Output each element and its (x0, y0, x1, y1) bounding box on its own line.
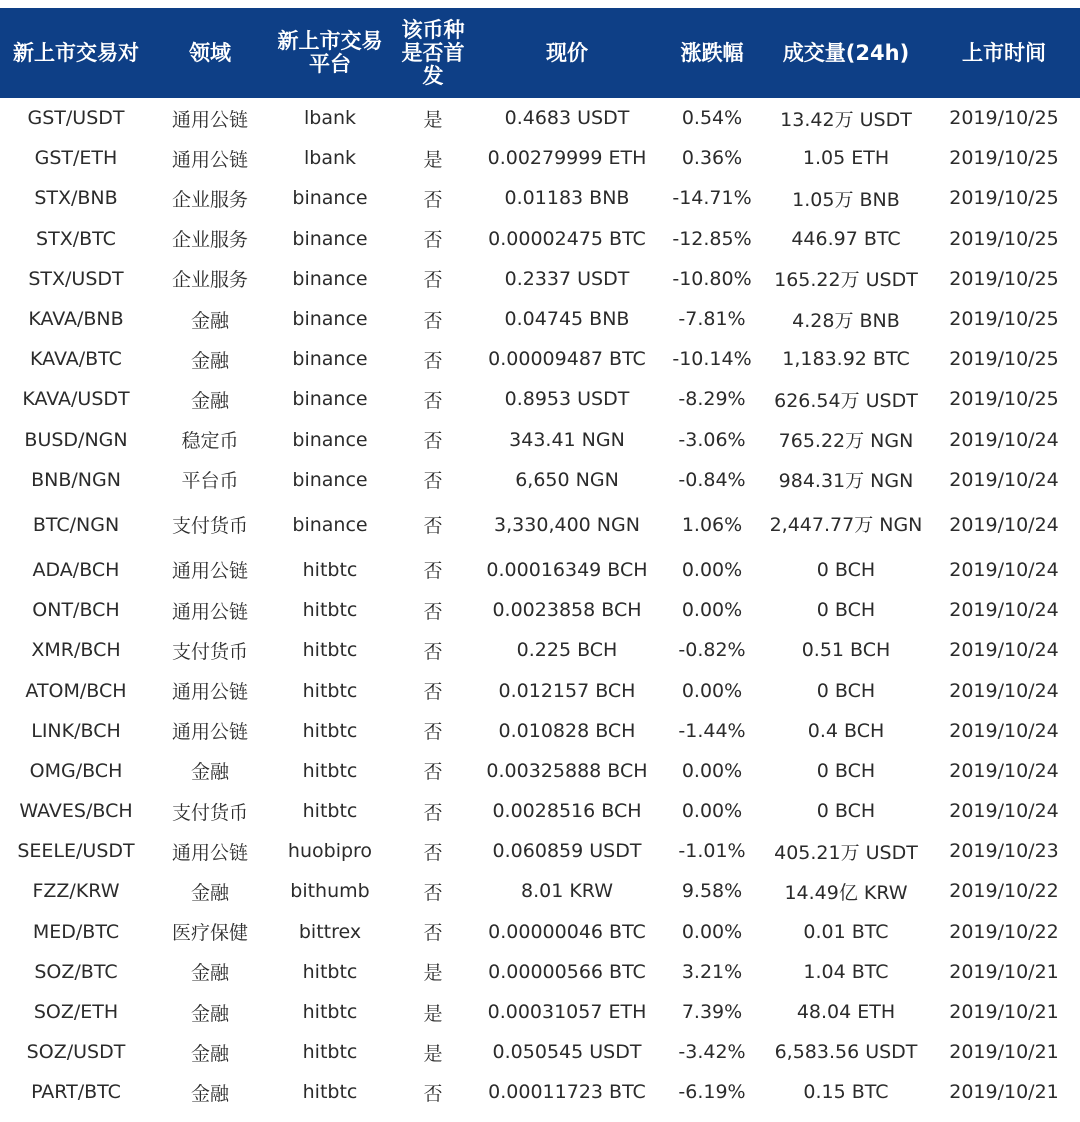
cell-first-issue: 否 (423, 269, 443, 292)
cell-listing-date: 2019/10/24 (949, 800, 1059, 823)
cell-first-issue: 否 (423, 229, 443, 252)
cell-trading-pair: BTC/NGN (32, 513, 120, 536)
cell-volume: 0 BCH (816, 599, 876, 622)
cell-change: 0.00% (681, 800, 743, 823)
cell-volume: 0.51 BCH (801, 639, 891, 662)
cell-trading-pair: SOZ/USDT (26, 1041, 126, 1064)
cell-price: 0.050545 USDT (492, 1041, 642, 1064)
header-platform: 新上市交易 平台 (277, 29, 383, 76)
cell-sector: 金融 (190, 962, 229, 985)
cell-listing-date: 2019/10/24 (949, 639, 1059, 662)
cell-volume: 13.42万 USDT (780, 108, 912, 131)
cell-trading-pair: ONT/BCH (32, 599, 120, 622)
cell-sector: 金融 (190, 1042, 229, 1065)
cell-platform: binance (292, 348, 368, 371)
cell-sector: 企业服务 (171, 269, 248, 292)
cell-listing-date: 2019/10/25 (949, 227, 1059, 250)
cell-platform: binance (292, 388, 368, 411)
table-row (0, 460, 1080, 500)
cell-sector: 企业服务 (171, 229, 248, 252)
cell-listing-date: 2019/10/24 (949, 759, 1059, 782)
cell-listing-date: 2019/10/25 (949, 107, 1059, 130)
cell-platform: hitbtc (302, 960, 358, 983)
cell-listing-date: 2019/10/24 (949, 719, 1059, 742)
cell-sector: 通用公链 (171, 600, 248, 623)
cell-platform: hitbtc (302, 1081, 358, 1104)
cell-listing-date: 2019/10/24 (949, 599, 1059, 622)
cell-first-issue: 否 (423, 761, 443, 784)
table-row (0, 590, 1080, 630)
header-row (0, 8, 1080, 98)
cell-volume: 1,183.92 BTC (782, 348, 910, 371)
cell-price: 0.00011723 BTC (488, 1081, 646, 1104)
cell-price: 0.4683 USDT (504, 107, 630, 130)
cell-platform: hitbtc (302, 599, 358, 622)
table-row (0, 871, 1080, 911)
cell-price: 0.060859 USDT (492, 840, 642, 863)
cell-sector: 通用公链 (171, 108, 248, 131)
cell-sector: 支付货币 (171, 515, 248, 538)
table-row (0, 711, 1080, 751)
cell-platform: binance (292, 468, 368, 491)
cell-first-issue: 是 (423, 1002, 443, 1025)
cell-change: -0.84% (678, 468, 746, 491)
cell-platform: binance (292, 227, 368, 250)
cell-volume: 0.01 BTC (803, 920, 889, 943)
cell-volume: 0 BCH (816, 558, 876, 581)
cell-trading-pair: STX/USDT (28, 267, 124, 290)
header-price: 现价 (546, 40, 588, 65)
cell-listing-date: 2019/10/24 (949, 428, 1059, 451)
table-row (0, 259, 1080, 299)
cell-first-issue: 否 (423, 309, 443, 332)
cell-volume: 0 BCH (816, 679, 876, 702)
cell-platform: hitbtc (302, 759, 358, 782)
cell-price: 0.00279999 ETH (487, 147, 647, 170)
cell-change: 0.00% (681, 759, 743, 782)
table-row (0, 299, 1080, 339)
cell-change: 0.00% (681, 599, 743, 622)
cell-platform: binance (292, 513, 368, 536)
cell-price: 6,650 NGN (515, 468, 619, 491)
cell-first-issue: 是 (423, 108, 443, 131)
cell-platform: hitbtc (302, 800, 358, 823)
cell-price: 343.41 NGN (509, 428, 625, 451)
cell-change: -8.29% (678, 388, 746, 411)
cell-sector: 金融 (190, 1002, 229, 1025)
cell-trading-pair: WAVES/BCH (19, 800, 133, 823)
table-row (0, 831, 1080, 871)
cell-first-issue: 是 (423, 148, 443, 171)
cell-sector: 稳定币 (181, 430, 239, 453)
cell-trading-pair: STX/BTC (36, 227, 116, 250)
header-volume: 成交量(24h) (782, 40, 910, 65)
cell-listing-date: 2019/10/21 (949, 1001, 1059, 1024)
cell-trading-pair: GST/ETH (34, 147, 118, 170)
cell-trading-pair: SEELE/USDT (17, 840, 135, 863)
cell-trading-pair: ATOM/BCH (25, 679, 127, 702)
cell-volume: 1.04 BTC (803, 960, 889, 983)
cell-platform: lbank (303, 147, 357, 170)
cell-change: -3.42% (678, 1041, 746, 1064)
cell-first-issue: 否 (423, 600, 443, 623)
cell-price: 0.8953 USDT (504, 388, 630, 411)
cell-first-issue: 否 (423, 640, 443, 663)
cell-change: -12.85% (672, 227, 752, 250)
cell-platform: bittrex (298, 920, 362, 943)
cell-volume: 0.4 BCH (807, 719, 885, 742)
header-first-issue: 该币种 是否首 发 (401, 17, 465, 88)
cell-listing-date: 2019/10/24 (949, 468, 1059, 491)
cell-price: 0.2337 USDT (504, 267, 630, 290)
cell-price: 0.0023858 BCH (492, 599, 642, 622)
cell-change: -0.82% (678, 639, 746, 662)
cell-platform: hitbtc (302, 679, 358, 702)
cell-first-issue: 否 (423, 470, 443, 493)
cell-platform: binance (292, 187, 368, 210)
cell-change: -1.01% (678, 840, 746, 863)
cell-change: 0.36% (681, 147, 743, 170)
table-row (0, 751, 1080, 791)
cell-change: -6.19% (678, 1081, 746, 1104)
table-row (0, 630, 1080, 670)
cell-trading-pair: KAVA/BNB (28, 308, 124, 331)
cell-price: 0.00002475 BTC (488, 227, 646, 250)
cell-sector: 金融 (190, 309, 229, 332)
cell-volume: 48.04 ETH (796, 1001, 896, 1024)
cell-first-issue: 否 (423, 881, 443, 904)
cell-listing-date: 2019/10/22 (949, 880, 1059, 903)
table-row (0, 500, 1080, 550)
table-body (0, 98, 1080, 1113)
cell-sector: 支付货币 (171, 801, 248, 824)
cell-volume: 446.97 BTC (791, 227, 901, 250)
cell-trading-pair: OMG/BCH (29, 759, 123, 782)
cell-volume: 0.15 BTC (803, 1081, 889, 1104)
cell-sector: 平台币 (181, 470, 239, 493)
cell-platform: hitbtc (302, 1001, 358, 1024)
cell-sector: 金融 (190, 761, 229, 784)
cell-sector: 通用公链 (171, 560, 248, 583)
cell-price: 3,330,400 NGN (494, 513, 640, 536)
header-change: 涨跌幅 (680, 40, 744, 65)
cell-first-issue: 否 (423, 1082, 443, 1105)
cell-volume: 1.05万 BNB (792, 188, 900, 211)
table-row (0, 952, 1080, 992)
cell-price: 0.00000566 BTC (488, 960, 646, 983)
cell-trading-pair: MED/BTC (32, 920, 120, 943)
cell-platform: lbank (303, 107, 357, 130)
cell-listing-date: 2019/10/24 (949, 679, 1059, 702)
header-trading-pair: 新上市交易对 (13, 40, 139, 65)
cell-change: 0.00% (681, 679, 743, 702)
cell-first-issue: 否 (423, 349, 443, 372)
cell-sector: 通用公链 (171, 841, 248, 864)
cell-change: 3.21% (681, 960, 743, 983)
cell-volume: 1.05 ETH (802, 147, 890, 170)
cell-change: -1.44% (678, 719, 746, 742)
cell-platform: binance (292, 308, 368, 331)
table-row (0, 178, 1080, 218)
cell-listing-date: 2019/10/25 (949, 187, 1059, 210)
cell-listing-date: 2019/10/25 (949, 267, 1059, 290)
cell-volume: 405.21万 USDT (774, 841, 918, 864)
cell-change: -7.81% (678, 308, 746, 331)
header-listing-date: 上市时间 (962, 40, 1046, 65)
cell-platform: hitbtc (302, 1041, 358, 1064)
cell-trading-pair: BUSD/NGN (24, 428, 128, 451)
cell-trading-pair: FZZ/KRW (32, 880, 120, 903)
cell-listing-date: 2019/10/23 (949, 840, 1059, 863)
table-row (0, 1032, 1080, 1072)
cell-change: 0.00% (681, 920, 743, 943)
cell-platform: hitbtc (302, 639, 358, 662)
cell-sector: 通用公链 (171, 721, 248, 744)
cell-change: -10.14% (672, 348, 752, 371)
cell-trading-pair: BNB/NGN (31, 468, 121, 491)
cell-change: 9.58% (681, 880, 743, 903)
cell-sector: 金融 (190, 349, 229, 372)
cell-sector: 通用公链 (171, 681, 248, 704)
cell-volume: 4.28万 BNB (792, 309, 900, 332)
table-row (0, 379, 1080, 419)
cell-trading-pair: GST/USDT (27, 107, 125, 130)
cell-trading-pair: KAVA/BTC (30, 348, 122, 371)
cell-first-issue: 否 (423, 430, 443, 453)
cell-trading-pair: LINK/BCH (31, 719, 121, 742)
cell-sector: 医疗保健 (171, 922, 248, 945)
cell-change: -10.80% (672, 267, 752, 290)
cell-volume: 0 BCH (816, 759, 876, 782)
header-sector: 领域 (189, 40, 231, 65)
cell-trading-pair: STX/BNB (34, 187, 118, 210)
cell-price: 0.225 BCH (516, 639, 618, 662)
cell-price: 0.0028516 BCH (492, 800, 642, 823)
cell-first-issue: 否 (423, 389, 443, 412)
cell-price: 0.010828 BCH (498, 719, 636, 742)
cell-change: -14.71% (672, 187, 752, 210)
cell-sector: 支付货币 (171, 640, 248, 663)
cell-volume: 0 BCH (816, 800, 876, 823)
cell-volume: 626.54万 USDT (774, 389, 918, 412)
cell-trading-pair: SOZ/BTC (34, 960, 118, 983)
cell-change: 7.39% (681, 1001, 743, 1024)
cell-first-issue: 否 (423, 188, 443, 211)
cell-price: 0.00031057 ETH (487, 1001, 647, 1024)
cell-first-issue: 否 (423, 681, 443, 704)
cell-volume: 2,447.77万 NGN (769, 513, 923, 536)
cell-change: 0.00% (681, 558, 743, 581)
cell-price: 0.00000046 BTC (488, 920, 646, 943)
table-row (0, 791, 1080, 831)
cell-platform: binance (292, 428, 368, 451)
cell-volume: 765.22万 NGN (778, 430, 914, 453)
cell-price: 0.00016349 BCH (486, 558, 648, 581)
cell-price: 0.012157 BCH (498, 679, 636, 702)
cell-trading-pair: PART/BTC (31, 1081, 121, 1104)
table-row (0, 420, 1080, 460)
cell-first-issue: 否 (423, 801, 443, 824)
cell-price: 0.00009487 BTC (488, 348, 646, 371)
cell-change: -3.06% (678, 428, 746, 451)
cell-price: 0.01183 BNB (504, 187, 630, 210)
table-row (0, 670, 1080, 710)
cell-volume: 165.22万 USDT (774, 269, 918, 292)
cell-trading-pair: ADA/BCH (32, 558, 120, 581)
cell-listing-date: 2019/10/25 (949, 348, 1059, 371)
cell-first-issue: 否 (423, 560, 443, 583)
cell-sector: 金融 (190, 1082, 229, 1105)
table-row (0, 550, 1080, 590)
cell-change: 1.06% (681, 513, 743, 536)
cell-listing-date: 2019/10/25 (949, 147, 1059, 170)
cell-platform: hitbtc (302, 719, 358, 742)
cell-price: 0.00325888 BCH (486, 759, 648, 782)
cell-change: 0.54% (681, 107, 743, 130)
cell-volume: 14.49亿 KRW (784, 881, 908, 904)
cell-sector: 企业服务 (171, 188, 248, 211)
cell-first-issue: 是 (423, 962, 443, 985)
cell-first-issue: 否 (423, 515, 443, 538)
cell-listing-date: 2019/10/24 (949, 513, 1059, 536)
cell-first-issue: 否 (423, 922, 443, 945)
cell-platform: binance (292, 267, 368, 290)
cell-price: 0.04745 BNB (504, 308, 630, 331)
table-row (0, 992, 1080, 1032)
table-row (0, 339, 1080, 379)
cell-sector: 金融 (190, 389, 229, 412)
cell-first-issue: 否 (423, 841, 443, 864)
table-row (0, 912, 1080, 952)
cell-trading-pair: XMR/BCH (31, 639, 121, 662)
cell-sector: 金融 (190, 881, 229, 904)
table-row (0, 1072, 1080, 1112)
cell-trading-pair: KAVA/USDT (22, 388, 130, 411)
cell-listing-date: 2019/10/21 (949, 1041, 1059, 1064)
table-header (0, 8, 1080, 98)
cell-volume: 984.31万 NGN (778, 470, 914, 493)
cell-volume: 6,583.56 USDT (774, 1041, 918, 1064)
cell-listing-date: 2019/10/22 (949, 920, 1059, 943)
cell-platform: hitbtc (302, 558, 358, 581)
cell-sector: 通用公链 (171, 148, 248, 171)
cell-listing-date: 2019/10/25 (949, 308, 1059, 331)
cell-platform: bithumb (290, 880, 370, 903)
table-row (0, 98, 1080, 138)
table-row (0, 219, 1080, 259)
cell-price: 8.01 KRW (520, 880, 614, 903)
cell-trading-pair: SOZ/ETH (33, 1001, 119, 1024)
cell-first-issue: 是 (423, 1042, 443, 1065)
cell-listing-date: 2019/10/25 (949, 388, 1059, 411)
cell-platform: huobipro (287, 840, 373, 863)
new-listings-table (0, 8, 1080, 1113)
cell-listing-date: 2019/10/24 (949, 558, 1059, 581)
cell-listing-date: 2019/10/21 (949, 1081, 1059, 1104)
cell-first-issue: 否 (423, 721, 443, 744)
table-row (0, 138, 1080, 178)
cell-listing-date: 2019/10/21 (949, 960, 1059, 983)
